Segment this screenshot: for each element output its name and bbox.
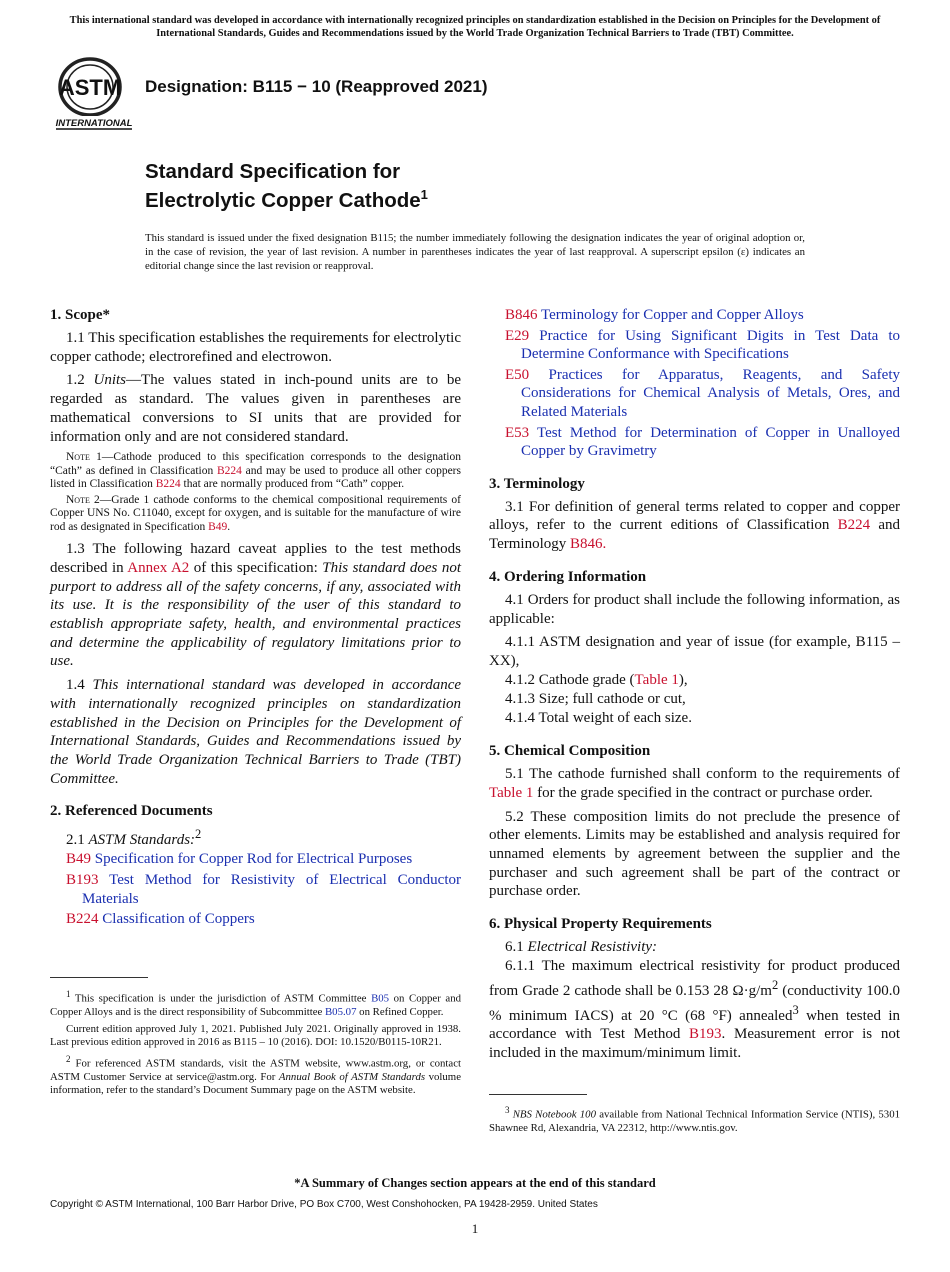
footnote-3: $^3$ NBS Notebook 100 available from National Technical Information Service (NTIS), 5301 Shawnee Rd, Alexandria, VA 22312, http://www.ntis.gov. bbox=[489, 1105, 900, 1135]
ref-item[interactable]: B193 Test Method for Resistivity of Electrical Conductor Materials bbox=[66, 871, 461, 907]
title-line-1: Standard Specification for bbox=[145, 160, 401, 183]
preamble: This standard is issued under the fixed designation B115; the number immediately following the designation indicates the year of original adoption or, in the case of revision, the year of last revision. A number in parentheses indicates the year of last reapproval. A superscript epsilon (ε) indicates an editorial change since the last revision or reapproval. bbox=[145, 232, 805, 272]
link-b49[interactable]: B49 bbox=[208, 520, 228, 533]
para-4-1: 4.1 Orders for product shall include the following information, as applicable: bbox=[489, 591, 900, 627]
para-6-1: 6.1 Electrical Resistivity: bbox=[505, 939, 658, 956]
footnote-2: $^2$ For referenced ASTM standards, visit the ASTM website, www.astm.org, or contact ASTM Customer Service at service@astm.org. For Annual Book of ASTM Standards volume information, refer to the standard’s Document Summary page on the ASTM website. bbox=[50, 1053, 461, 1097]
top-notice: This international standard was developed in accordance with internationally recognized principles on standardization established in the Decision on Principles for the Development of International Standards, Guides and Recommendations issued by the World Trade Organization Technical Barriers to Trade (TBT) Committee. bbox=[69, 15, 881, 39]
note-1: Note 1—Cathode produced to this specification corresponds to the designation “Cath” as defined in Classification B224 and may be used to produce all other coppers listed in Classification B224 that are normally produced from “Cath” copper. bbox=[50, 451, 461, 491]
ref-item[interactable]: B846 Terminology for Copper and Copper Alloys bbox=[505, 307, 804, 323]
footnote-rule-right bbox=[489, 1094, 587, 1095]
footnote-1: $^1$ This specification is under the jurisdiction of ASTM Committee B05 on Copper and Copper Alloys and is the direct responsibility of Subcommittee B05.07 on Refined Copper. bbox=[50, 989, 461, 1019]
title-footnote-ref[interactable]: 1 bbox=[420, 187, 428, 202]
section-3-heading: 3. Terminology bbox=[489, 475, 585, 492]
ref-item[interactable]: E50 Practices for Apparatus, Reagents, and Safety Considerations for Chemical Analysis of Metals, Ores, and Related Materials bbox=[505, 366, 901, 420]
note-2: Note 2—Grade 1 cathode conforms to the chemical compositional requirements of Copper UNS No. C11040, except for oxygen, and is suitable for the manufacture of wire rod as designated in Specification B49. bbox=[50, 493, 461, 533]
footnotes-right bbox=[489, 1104, 900, 1139]
link-b05-07[interactable]: B05.07 bbox=[324, 1006, 357, 1019]
summary-notice: *A Summary of Changes section appears at the end of this standard bbox=[294, 1176, 656, 1190]
link-table-1[interactable]: Table 1 bbox=[489, 784, 534, 801]
page-number: 1 bbox=[471, 1221, 479, 1236]
para-5-1: 5.1 The cathode furnished shall conform to the requirements of Table 1 for the grade specified in the contract or purchase order. bbox=[489, 766, 900, 801]
para-4-1-4: 4.1.4 Total weight of each size. bbox=[505, 710, 692, 727]
section-6-heading: 6. Physical Property Requirements bbox=[489, 916, 712, 933]
section-4-heading: 4. Ordering Information bbox=[489, 568, 647, 585]
para-6-1-1: 6.1.1 The maximum electrical resistivity for product produced from Grade 2 cathode shall be 0.153 28 $\Omega\cdot g/m^2$ (conductivity 100.0 % minimum IACS) at 20 °C (68 °F) annealed$^3$ when tested in accordance with Test Method B193. Measurement error is not included in the maximum/minimum limit. bbox=[489, 958, 900, 1061]
logo-word: INTERNATIONAL bbox=[55, 118, 133, 129]
astm-logo bbox=[52, 57, 134, 131]
para-1-4: 1.4 This international standard was developed in accordance with internationally recognized principles on standardization established in the Decision on Principles for the Development of International Standards, Guides and Recommendations issued by the World Trade Organization Technical Barriers to Trade (TBT) Committee. bbox=[50, 677, 462, 787]
section-1-heading: 1. Scope* bbox=[50, 307, 110, 323]
footnote-ref-2[interactable]: 2 bbox=[195, 827, 202, 842]
link-b224[interactable]: B224 bbox=[217, 464, 242, 477]
link-b846[interactable]: B846. bbox=[570, 536, 607, 553]
section-5-heading: 5. Chemical Composition bbox=[489, 743, 651, 760]
ref-item[interactable]: B49 Specification for Copper Rod for Electrical Purposes bbox=[66, 851, 413, 868]
page-title bbox=[145, 160, 428, 212]
logo-letters: ASTM bbox=[58, 75, 122, 100]
title-line-2: Electrolytic Copper Cathode$^1$ bbox=[145, 187, 428, 212]
right-column bbox=[489, 306, 900, 1068]
para-4-1-3: 4.1.3 Size; full cathode or cut, bbox=[505, 691, 686, 708]
left-column bbox=[50, 306, 461, 931]
link-b224[interactable]: B224 bbox=[837, 517, 871, 534]
ref-item[interactable]: B224 Classification of Coppers bbox=[66, 911, 255, 928]
link-b193[interactable]: B193 bbox=[689, 1026, 722, 1043]
link-table-1[interactable]: Table 1 bbox=[634, 672, 679, 689]
footnote-1-edition: Current edition approved July 1, 2021. Published July 2021. Originally approved in 1938. Last previous edition approved in 2016 as B115 – 10 (2016). DOI: 10.1520/B0115-10R21. bbox=[50, 1022, 461, 1049]
footnotes-left bbox=[50, 988, 461, 1101]
designation: Designation: B115 − 10 (Reapproved 2021) bbox=[145, 77, 488, 96]
section-2-heading: 2. Referenced Documents bbox=[50, 803, 213, 820]
para-2-1: 2.1 ASTM Standards:$^2$ bbox=[66, 827, 202, 849]
para-4-1-1: 4.1.1 ASTM designation and year of issue (for example, B115 – XX), bbox=[489, 634, 900, 670]
para-5-2: 5.2 These composition limits do not preclude the presence of other elements. Limits may be established and analysis required for unnamed elements by agreement between the supplier and the purchaser and such agreement shall be part of the contract or purchase order. bbox=[489, 808, 900, 900]
para-1-2: 1.2 Units—The values stated in inch-pound units are to be regarded as standard. The values given in parentheses are mathematical conversions to SI units that are provided for information only and are not considered standard. bbox=[50, 372, 461, 445]
link-b224[interactable]: B224 bbox=[155, 478, 181, 491]
para-1-3: 1.3 The following hazard caveat applies to the test methods described in Annex A2 of this specification: This standard does not purport to address all of the safety concerns, if any, associated with its use. It is the responsibility of the user of this standard to establish appropriate safety, health, and environmental practices and determine the applicability of regulatory limitations prior to use. bbox=[50, 541, 462, 670]
footnote-ref-3[interactable]: 3 bbox=[792, 1002, 799, 1017]
ref-item[interactable]: E53 Test Method for Determination of Copper in Unalloyed Copper by Gravimetry bbox=[505, 424, 901, 460]
link-b05[interactable]: B05 bbox=[371, 992, 390, 1005]
copyright: Copyright © ASTM International, 100 Barr Harbor Drive, PO Box C700, West Conshohocken, PA 19428-2959. United States bbox=[50, 1199, 598, 1210]
para-3-1: 3.1 For definition of general terms related to copper and copper alloys, refer to the current editions of Classification B224 and Terminology B846. bbox=[489, 498, 900, 553]
astm-logo-icon bbox=[52, 57, 134, 131]
para-1-1: 1.1 This specification establishes the requirements for electrolytic copper cathode; electrorefined and electrowon. bbox=[50, 330, 461, 365]
footnote-rule-left bbox=[50, 977, 148, 978]
link-annex-a2[interactable]: Annex A2 bbox=[127, 559, 190, 576]
ref-item[interactable]: E29 Practice for Using Significant Digits in Test Data to Determine Conformance with Specifications bbox=[505, 327, 900, 363]
para-4-1-2: 4.1.2 Cathode grade (Table 1), bbox=[505, 672, 688, 689]
